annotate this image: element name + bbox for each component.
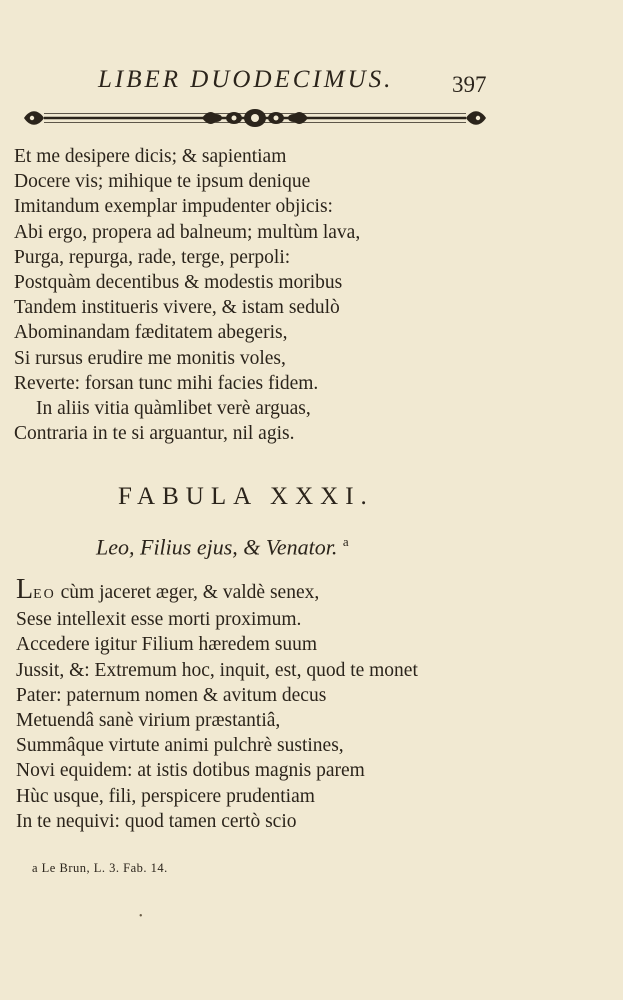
verse-line: Et me desipere dicis; & sapientiam <box>14 146 287 167</box>
footnote-mark: a <box>342 534 349 549</box>
verse-line: In aliis vitia quàmlibet verè arguas, <box>36 398 311 420</box>
verse-line: Imitandum exemplar impudenter objicis: <box>14 196 333 218</box>
ink-speck: • <box>139 911 143 922</box>
fable-subtitle-text: Leo, Filius ejus, & Venator. <box>96 534 338 560</box>
verse-line: Purga, repurga, rade, terge, perpoli: <box>14 246 291 268</box>
running-title: LIBER DUODECIMUS. <box>98 66 394 93</box>
verse-line: Hùc usque, fili, perspicere prudentiam <box>16 785 315 807</box>
verse-line: Jussit, &: Extremum hoc, inquit, est, quod te monet <box>16 659 418 681</box>
verse-line: Reverte: forsan tunc mihi facies fidem. <box>14 372 319 394</box>
running-head <box>0 66 623 100</box>
verse-stanza-2 <box>16 574 616 834</box>
verse-line: Tandem institueris vivere, & istam sedulò <box>14 297 340 319</box>
verse-line: Postquàm decentibus & modestis moribus <box>14 272 343 294</box>
verse-line: Novi equidem: at istis dotibus magnis parem <box>16 760 365 782</box>
verse-line: Pater: paternum nomen & avitum decus <box>16 684 327 706</box>
verse-line: Si rursus erudire me monitis voles, <box>14 347 286 369</box>
verse-line: Contraria in te si arguantur, nil agis. <box>14 423 295 445</box>
drop-cap: L <box>16 574 34 605</box>
verse-line: Metuendâ sanè virium præstantiâ, <box>16 710 281 732</box>
footnote: a Le Brun, L. 3. Fab. 14. <box>32 861 168 875</box>
first-line-text: cùm jaceret æger, & valdè senex, <box>55 582 320 603</box>
verse-stanza-1 <box>14 144 614 446</box>
verse-line: Docere vis; mihique te ipsum denique <box>14 171 311 193</box>
verse-line: Accedere igitur Filium hæredem suum <box>16 634 318 656</box>
verse-line: Abominandam fæditatem abegeris, <box>14 322 288 344</box>
verse-line: Summâque virtute animi pulchrè sustines, <box>16 735 344 757</box>
verse-line-first <box>16 574 616 607</box>
page-number: 397 <box>452 72 487 97</box>
first-word-smallcaps: EO <box>33 587 56 602</box>
fable-heading: FABULA XXXI. <box>118 483 374 510</box>
vine-rule-ornament-icon <box>22 106 488 130</box>
fable-subtitle <box>96 534 349 560</box>
verse-line: Sese intellexit esse morti proximum. <box>16 609 302 631</box>
verse-line: In te nequivi: quod tamen certò scio <box>16 810 297 832</box>
verse-line: Abi ergo, propera ad balneum; multùm lava, <box>14 221 361 243</box>
